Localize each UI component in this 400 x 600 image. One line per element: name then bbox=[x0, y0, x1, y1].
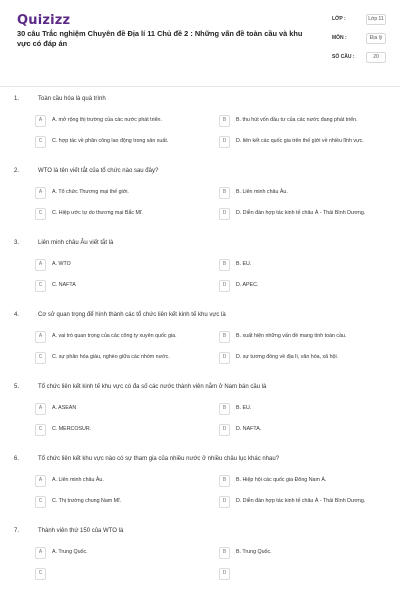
option-a[interactable] bbox=[35, 471, 219, 490]
worksheet-title: 30 câu Trắc nghiệm Chuyên đề Địa lí 11 Chủ đề 2 : Những vấn đề toàn cầu và khu vực có đáp án bbox=[17, 29, 303, 48]
option-letter: A bbox=[35, 187, 46, 199]
option-letter: D bbox=[219, 208, 230, 220]
option-c[interactable] bbox=[35, 492, 219, 511]
option-letter: B bbox=[219, 115, 230, 127]
question-text: Toàn cầu hóa là quá trình bbox=[38, 96, 106, 102]
option-d[interactable] bbox=[219, 204, 400, 223]
option-text: A. vai trò quan trọng của các công ty xuyên quốc gia. bbox=[52, 333, 177, 340]
option-text: A. mở rộng thị trường của các nước phát triển. bbox=[52, 117, 162, 124]
meta-question-count bbox=[332, 52, 392, 63]
option-text: B. EU. bbox=[236, 405, 252, 412]
question-number: 2. bbox=[14, 168, 20, 174]
option-letter: D bbox=[219, 496, 230, 508]
option-letter: C bbox=[35, 208, 46, 220]
option-letter: C bbox=[35, 352, 46, 364]
option-letter: A bbox=[35, 259, 46, 271]
option-letter: D bbox=[219, 280, 230, 292]
option-letter: A bbox=[35, 475, 46, 487]
question-4 bbox=[0, 309, 400, 367]
meta-label: MÔN : bbox=[332, 35, 347, 41]
question-number: 7. bbox=[14, 528, 20, 534]
quizizz-logo: Quizizz bbox=[17, 13, 71, 28]
option-letter: B bbox=[219, 547, 230, 559]
option-c[interactable] bbox=[35, 276, 219, 295]
meta-label: LỚP : bbox=[332, 16, 346, 22]
question-text: Tổ chức liên kết kinh tế khu vực có đa số các nước thành viên nằm ở Nam bán cầu là bbox=[38, 384, 267, 390]
option-b[interactable] bbox=[219, 543, 400, 562]
option-letter: B bbox=[219, 475, 230, 487]
option-a[interactable] bbox=[35, 327, 219, 346]
option-text: C. MERCOSUR. bbox=[52, 426, 92, 433]
option-letter: D bbox=[219, 568, 230, 580]
option-text: D. APEC. bbox=[236, 282, 259, 289]
option-text: B. xuất hiện những vấn đề mang tính toàn cầu. bbox=[236, 333, 347, 340]
option-a[interactable] bbox=[35, 183, 219, 202]
option-text: A. Tổ chức Thương mại thế giới. bbox=[52, 189, 129, 196]
option-letter: D bbox=[219, 424, 230, 436]
question-text: Cơ sở quan trọng để hình thành các tổ chức liên kết kinh tế khu vực là bbox=[38, 312, 226, 318]
option-letter: C bbox=[35, 568, 46, 580]
question-list bbox=[0, 93, 400, 597]
option-c[interactable] bbox=[35, 132, 219, 151]
question-6 bbox=[0, 453, 400, 511]
meta-value: 20 bbox=[366, 52, 386, 63]
option-letter: B bbox=[219, 259, 230, 271]
option-letter: A bbox=[35, 331, 46, 343]
option-letter: A bbox=[35, 403, 46, 415]
question-number: 3. bbox=[14, 240, 20, 246]
option-b[interactable] bbox=[219, 111, 400, 130]
option-d[interactable] bbox=[219, 420, 400, 439]
option-text: B. Liên minh châu Âu. bbox=[236, 189, 288, 196]
question-text: Tổ chức liên kết khu vực nào có sự tham gia của nhiều nước ở nhiều châu lục khác nhau? bbox=[38, 456, 280, 462]
option-letter: D bbox=[219, 136, 230, 148]
question-5 bbox=[0, 381, 400, 439]
option-letter: C bbox=[35, 280, 46, 292]
option-d[interactable] bbox=[219, 492, 400, 511]
option-text: B. Hiệp hội các quốc gia Đông Nam Á. bbox=[236, 477, 327, 484]
worksheet-meta bbox=[332, 14, 392, 71]
option-letter: A bbox=[35, 547, 46, 559]
meta-value: Lớp 11 bbox=[366, 14, 386, 25]
question-text: Thành viên thứ 150 của WTO là bbox=[38, 528, 124, 534]
option-d[interactable] bbox=[219, 132, 400, 151]
option-letter: D bbox=[219, 352, 230, 364]
option-c[interactable] bbox=[35, 348, 219, 367]
question-2 bbox=[0, 165, 400, 223]
option-text: B. EU. bbox=[236, 261, 252, 268]
option-d[interactable] bbox=[219, 564, 400, 583]
question-7 bbox=[0, 525, 400, 583]
option-b[interactable] bbox=[219, 471, 400, 490]
option-b[interactable] bbox=[219, 327, 400, 346]
option-text: A. Trung Quốc. bbox=[52, 549, 88, 556]
option-letter: C bbox=[35, 136, 46, 148]
option-text: C. Hiệp ước tự do thương mại Bắc Mĩ. bbox=[52, 210, 143, 217]
option-a[interactable] bbox=[35, 111, 219, 130]
question-number: 1. bbox=[14, 96, 20, 102]
option-b[interactable] bbox=[219, 183, 400, 202]
question-number: 4. bbox=[14, 312, 20, 318]
meta-subject bbox=[332, 33, 392, 44]
option-a[interactable] bbox=[35, 255, 219, 274]
option-text: A. Liên minh châu Âu. bbox=[52, 477, 104, 484]
option-text: C. hợp tác về phân công lao động trong sản xuất. bbox=[52, 138, 169, 145]
option-letter: B bbox=[219, 403, 230, 415]
meta-value: Địa lý bbox=[366, 33, 386, 44]
option-text: A. ASEAN bbox=[52, 405, 77, 412]
option-letter: B bbox=[219, 331, 230, 343]
option-letter: C bbox=[35, 496, 46, 508]
option-text: A. WTO bbox=[52, 261, 71, 268]
question-3 bbox=[0, 237, 400, 295]
option-b[interactable] bbox=[219, 399, 400, 418]
option-letter: B bbox=[219, 187, 230, 199]
worksheet-header bbox=[0, 0, 400, 87]
meta-grade bbox=[332, 14, 392, 25]
option-text: D. Diễn đàn hợp tác kinh tế châu Á - Thái Bình Dương. bbox=[236, 498, 366, 505]
option-text: C. NAFTA bbox=[52, 282, 76, 289]
option-text: D. NAFTA. bbox=[236, 426, 262, 433]
question-number: 6. bbox=[14, 456, 20, 462]
option-a[interactable] bbox=[35, 399, 219, 418]
question-text: Liên minh châu Âu viết tắt là bbox=[38, 240, 114, 246]
option-c[interactable] bbox=[35, 564, 219, 583]
meta-label: SỐ CÂU : bbox=[332, 54, 355, 60]
option-d[interactable] bbox=[219, 276, 400, 295]
option-text: D. liên kết các quốc gia trên thế giới về nhiều lĩnh vực. bbox=[236, 138, 364, 145]
question-1 bbox=[0, 93, 400, 151]
option-c[interactable] bbox=[35, 420, 219, 439]
option-a[interactable] bbox=[35, 543, 219, 562]
question-number: 5. bbox=[14, 384, 20, 390]
option-text: D. Diễn đàn hợp tác kinh tế châu Á - Thái Bình Dương. bbox=[236, 210, 366, 217]
option-text: C. Thị trường chung Nam Mĩ. bbox=[52, 498, 122, 505]
option-text: B. thu hút vốn đầu tư của các nước đang phát triển. bbox=[236, 117, 358, 124]
option-letter: A bbox=[35, 115, 46, 127]
option-letter: C bbox=[35, 424, 46, 436]
question-text: WTO là tên viết tắt của tổ chức nào sau đây? bbox=[38, 168, 159, 174]
option-text: C. sự phân hóa giàu, nghèo giữa các nhóm nước. bbox=[52, 354, 170, 361]
option-c[interactable] bbox=[35, 204, 219, 223]
option-text: D. sự tương đồng về địa lí, văn hóa, xã hội. bbox=[236, 354, 339, 361]
option-d[interactable] bbox=[219, 348, 400, 367]
option-b[interactable] bbox=[219, 255, 400, 274]
option-text: B. Trung Quốc. bbox=[236, 549, 272, 556]
